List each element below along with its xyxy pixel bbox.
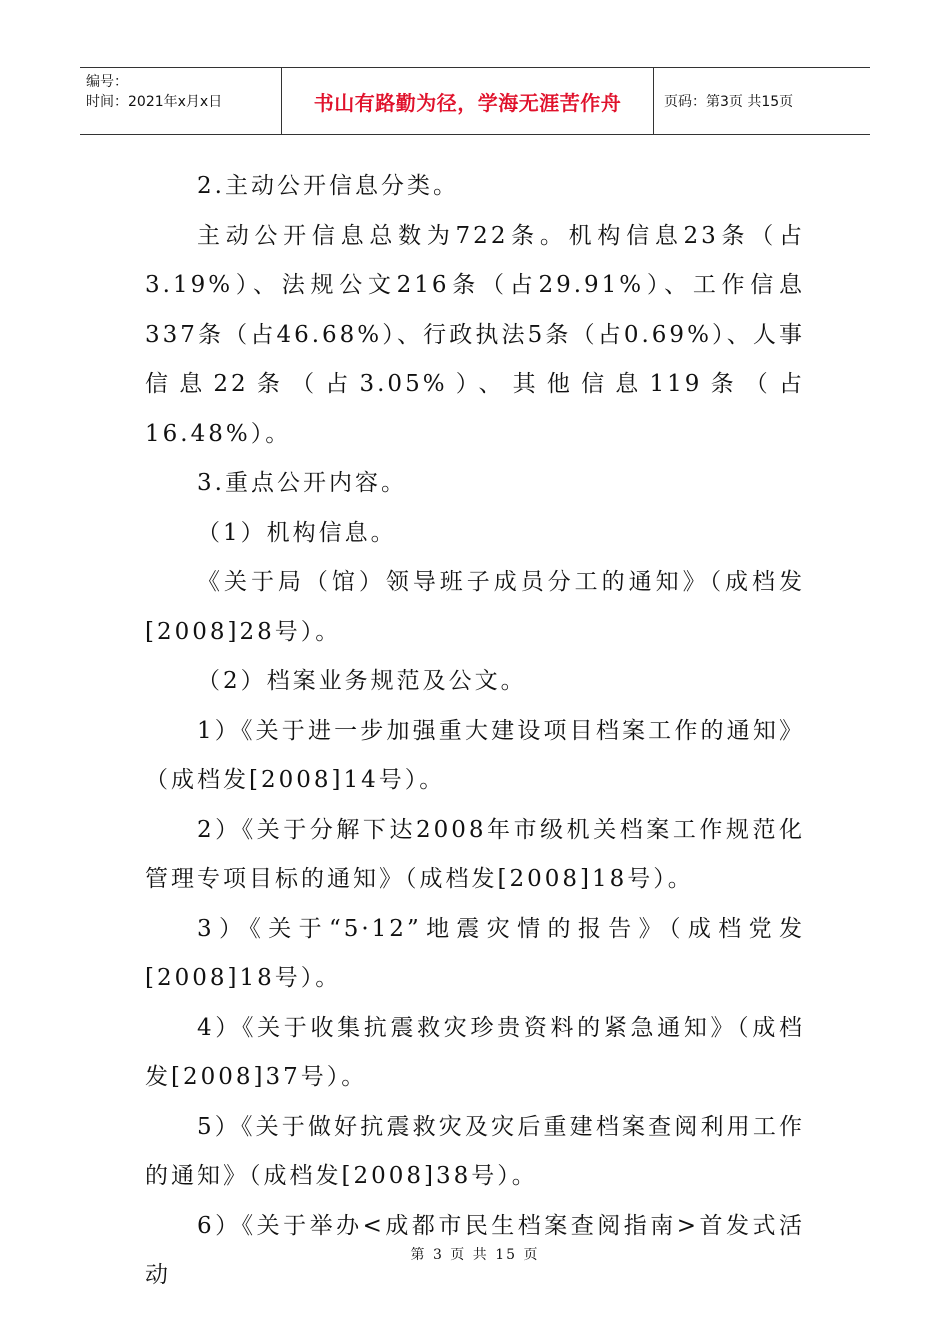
paragraph: （2）档案业务规范及公文。 [197, 668, 527, 694]
paragraph: （1）机构信息。 [197, 519, 397, 546]
header-number-label: 编号： [86, 74, 128, 90]
paragraph: 6）《关于举办<成都市民生档案查阅指南>首发式活动 [145, 1212, 805, 1288]
paragraph: 2）《关于分解下达2008年市级机关档案工作规范化管理专项目标的通知》（成档发[2008]18号）。 [145, 816, 805, 892]
paragraph: 主动公开信息总数为722条。机构信息23条（占3.19%）、法规公文216条（占29.91%）、工作信息337条（占46.68%）、行政执法5条（占0.69%）、人事信息22条（占3.05%）、其他信息119条（占16.48%）。 [145, 222, 805, 447]
page-footer: 第 3 页 共 15 页 [410, 1247, 540, 1263]
paragraph: 4）《关于收集抗震救灾珍贵资料的紧急通知》（成档发[2008]37号）。 [145, 1014, 805, 1090]
header-motto: 书山有路勤为径，学海无涯苦作舟 [282, 68, 654, 134]
header-time-label: 时间：2021年x月x日 [86, 94, 223, 110]
paragraph: 3.重点公开内容。 [197, 470, 407, 496]
document-body [145, 162, 805, 1301]
paragraph: 1）《关于进一步加强重大建设项目档案工作的通知》（成档发[2008]14号）。 [145, 717, 805, 793]
paragraph: 3）《关于“5·12”地震灾情的报告》（成档党发[2008]18号）。 [145, 915, 805, 991]
header-meta [80, 68, 282, 134]
document-header [80, 67, 870, 135]
paragraph: 5）《关于做好抗震救灾及灾后重建档案查阅利用工作的通知》（成档发[2008]38号）。 [145, 1113, 805, 1189]
paragraph: 2.主动公开信息分类。 [197, 173, 459, 199]
paragraph: 《关于局（馆）领导班子成员分工的通知》（成档发[2008]28号）。 [145, 569, 805, 645]
header-page-code: 页码：第3页 共15页 [664, 94, 794, 110]
